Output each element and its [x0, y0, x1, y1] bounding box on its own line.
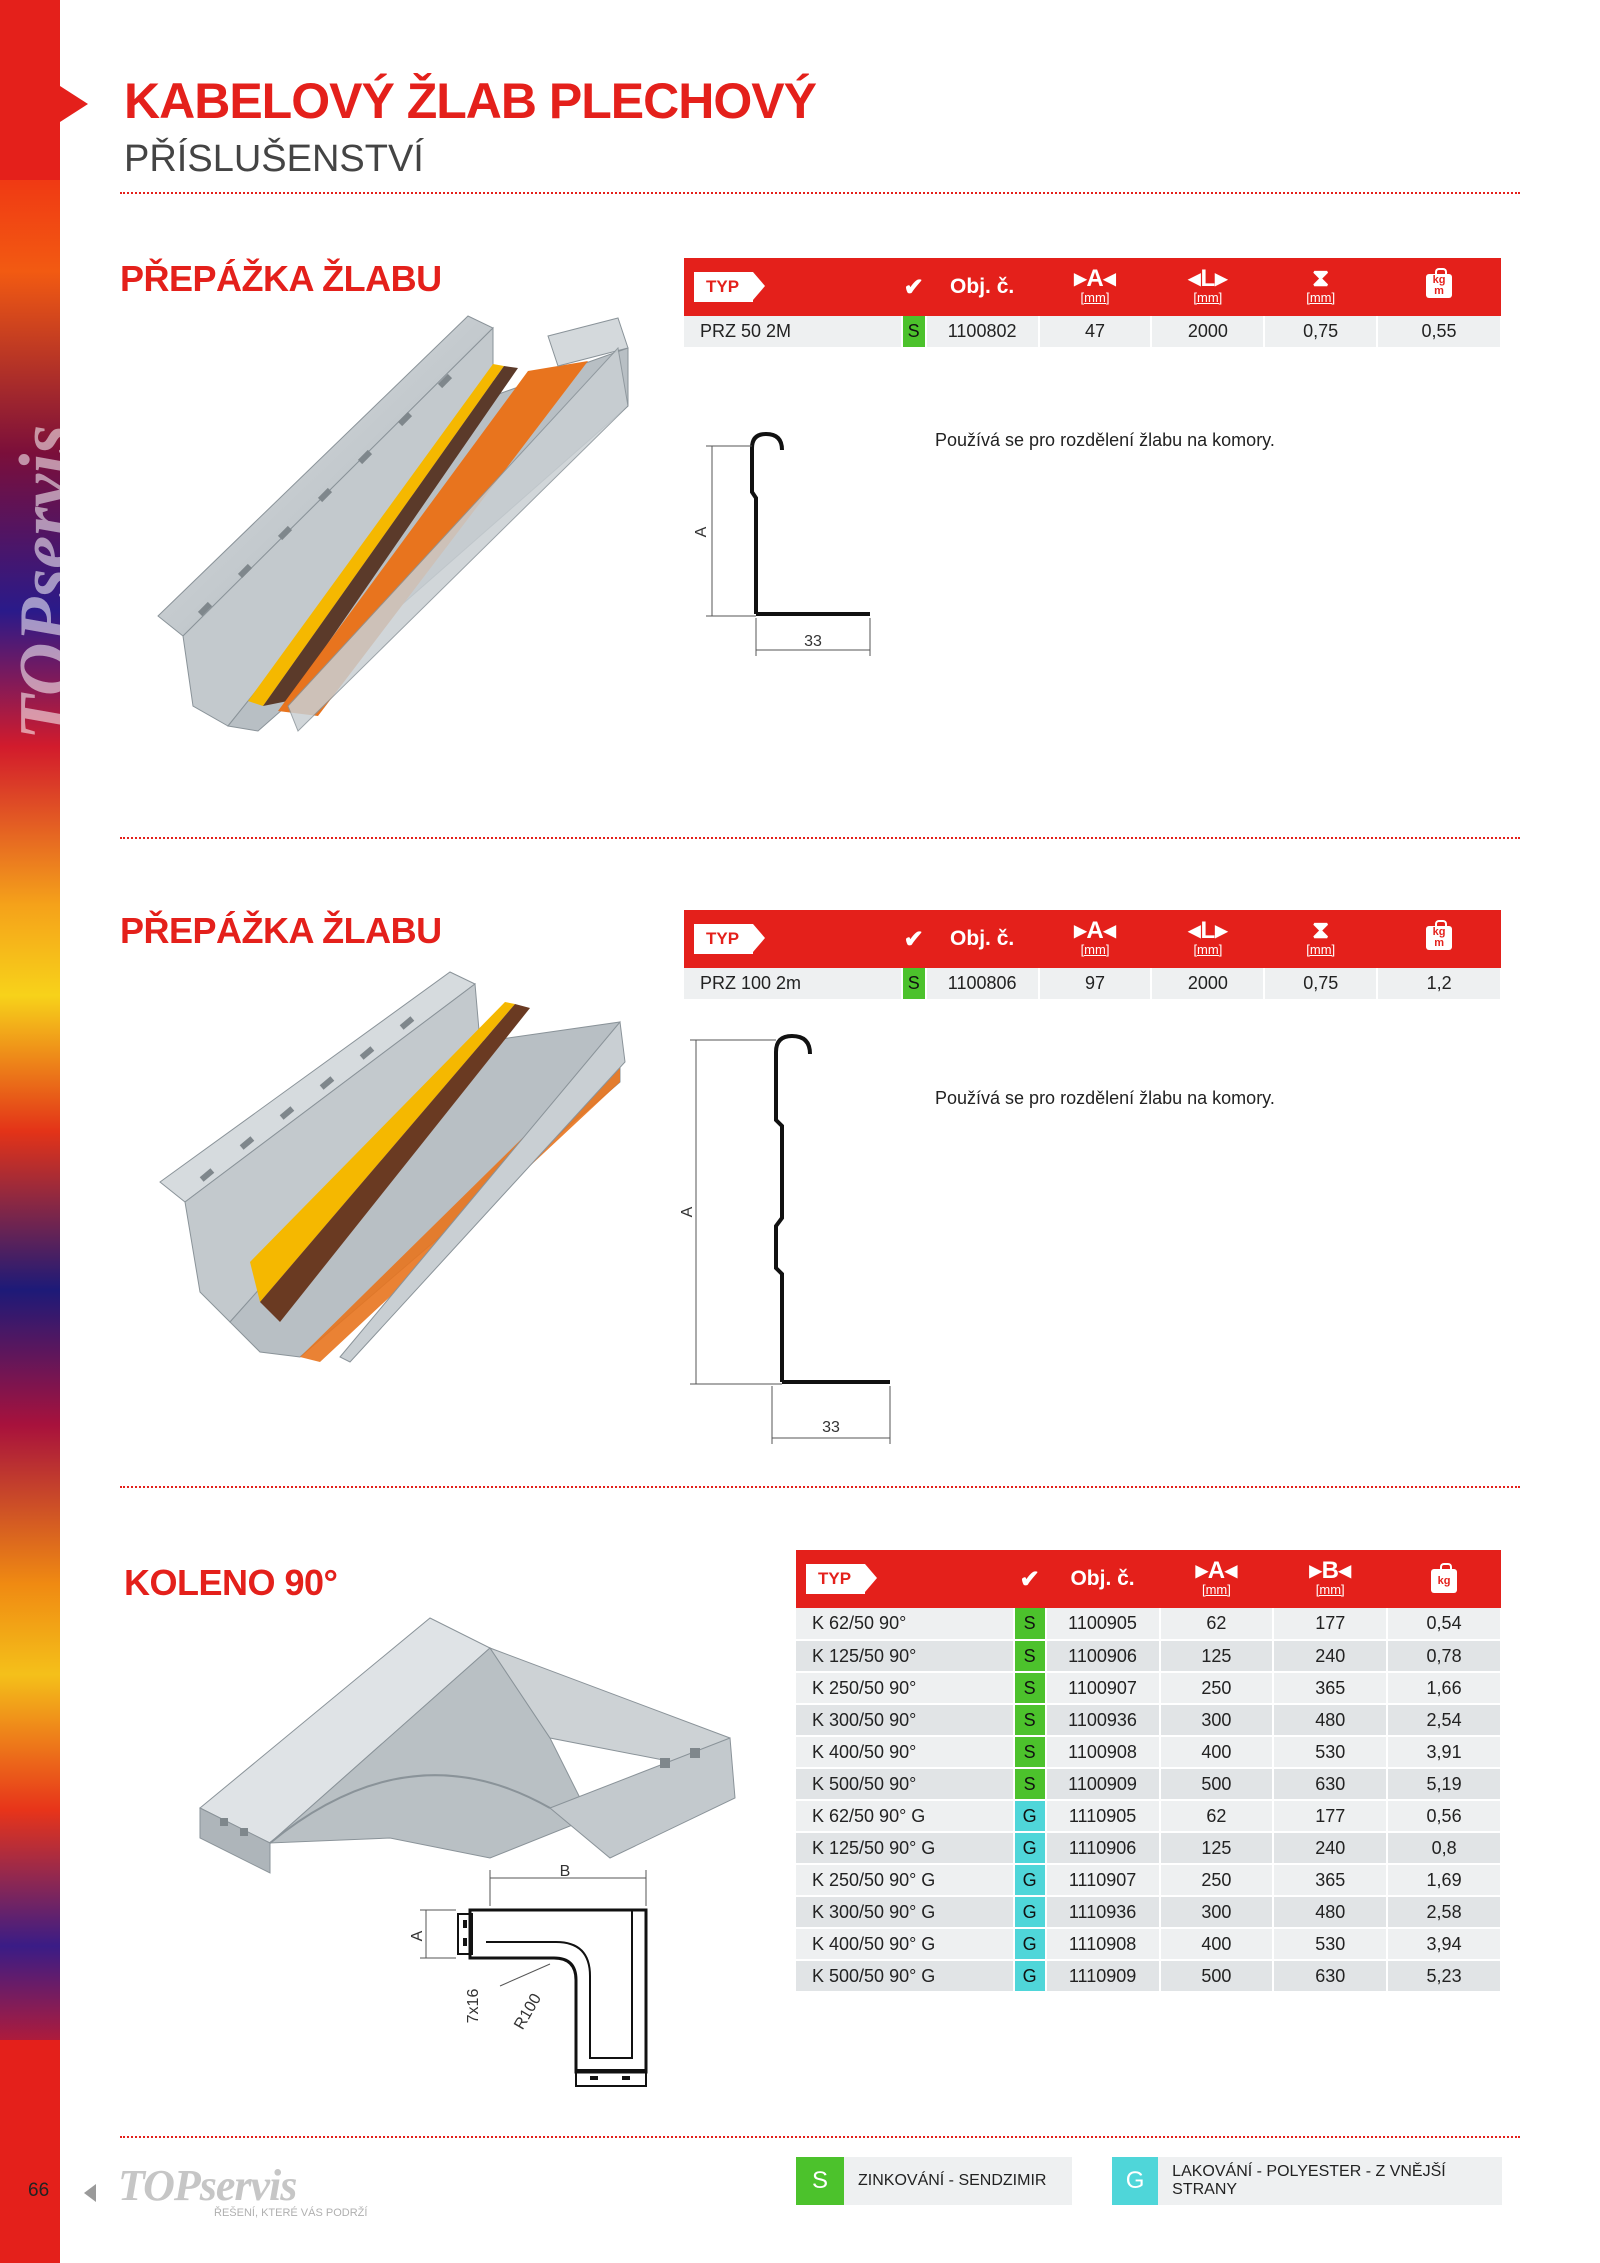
- svg-text:R100: R100: [511, 1990, 546, 2033]
- legend-s-text: ZINKOVÁNÍ - SENDZIMIR: [858, 2172, 1047, 2189]
- l-header: ◂L▸ [mm]: [1151, 910, 1264, 968]
- table-row: K 500/50 90° S 1100909 500 630 5,19: [796, 1768, 1501, 1800]
- thickness-header: ⧗ [mm]: [1264, 910, 1377, 968]
- legend-g-swatch: G: [1112, 2157, 1158, 2205]
- footer-slogan: ŘEŠENÍ, KTERÉ VÁS PODRŽÍ: [214, 2207, 368, 2219]
- section3-title: KOLENO 90°: [124, 1562, 338, 1603]
- weight-header: [1377, 258, 1501, 316]
- table-row: K 125/50 90° S 1100906 125 240 0,78: [796, 1640, 1501, 1672]
- section3-spec-table: [796, 1550, 1502, 1993]
- thickness-header: ⧗ [mm]: [1264, 258, 1377, 316]
- typ-badge: TYP: [806, 1564, 865, 1594]
- footer-logo: [118, 2160, 367, 2219]
- typ-header: [684, 258, 902, 316]
- table-row: PRZ 100 2m S 1100806 97 2000 0,75 1,2: [684, 968, 1501, 1000]
- finish-header: [1014, 1550, 1046, 1608]
- divider: [120, 192, 1520, 194]
- typ-badge: TYP: [694, 924, 753, 954]
- svg-text:33: 33: [822, 1419, 840, 1436]
- table-row: K 62/50 90° G G 1110905 62 177 0,56: [796, 1800, 1501, 1832]
- table-row: K 62/50 90° S 1100905 62 177 0,54: [796, 1608, 1501, 1640]
- check-icon: ✔: [903, 273, 924, 301]
- table-row: K 125/50 90° G G 1110906 125 240 0,8: [796, 1832, 1501, 1864]
- page-title: KABELOVÝ ŽLAB PLECHOVÝ: [124, 73, 816, 129]
- svg-text:B: B: [559, 1863, 571, 1880]
- table-row: PRZ 50 2M S 1100802 47 2000 0,75 0,55: [684, 316, 1501, 348]
- legend-s: [796, 2157, 1072, 2205]
- side-bottom: [0, 2040, 60, 2263]
- typ-header: [684, 910, 902, 968]
- divider: [120, 1486, 1520, 1488]
- typ-badge: TYP: [694, 272, 753, 302]
- divider: [120, 2136, 1520, 2138]
- table-row: K 400/50 90° G G 1110908 400 530 3,94: [796, 1928, 1501, 1960]
- check-icon: ✔: [1019, 1565, 1040, 1593]
- back-arrow-icon: [84, 2184, 96, 2202]
- section2-profile-drawing: [680, 1028, 910, 1448]
- svg-text:33: 33: [804, 633, 822, 650]
- side-tab: [0, 0, 60, 180]
- section1-spec-table: [684, 258, 1502, 349]
- divider: [120, 837, 1520, 839]
- finish-header: [902, 910, 926, 968]
- section1-note: Používá se pro rozdělení žlabu na komory.: [935, 430, 1275, 450]
- section2-spec-table: [684, 910, 1502, 1001]
- finish-header: [902, 258, 926, 316]
- page-number: 66: [28, 2180, 50, 2201]
- section2-title: PŘEPÁŽKA ŽLABU: [120, 910, 442, 951]
- svg-text:A: A: [693, 526, 710, 538]
- section3-plan-drawing: [400, 1863, 660, 2092]
- svg-text:A: A: [409, 1930, 426, 1942]
- section1-profile-drawing: [690, 428, 890, 668]
- table-row: K 300/50 90° G G 1110936 300 480 2,58: [796, 1896, 1501, 1928]
- thickness-icon: ⧗: [1312, 916, 1330, 944]
- legend-s-swatch: S: [796, 2157, 844, 2205]
- legend-g-text: LAKOVÁNÍ - POLYESTER - Z VNĚJŠÍ STRANY: [1172, 2163, 1446, 2198]
- side-logo-text: TOPservis: [5, 424, 87, 740]
- svg-text:A: A: [679, 1206, 696, 1218]
- section1-product-image: [148, 306, 648, 736]
- obj-header: Obj. č.: [1046, 1550, 1160, 1608]
- legend-g: [1112, 2157, 1502, 2205]
- weight-icon: kg: [1431, 1569, 1457, 1593]
- l-header: ◂L▸ [mm]: [1151, 258, 1264, 316]
- footer-logo-text: TOPservis: [118, 2161, 297, 2210]
- weight-icon: kg m: [1426, 926, 1452, 950]
- table-row: K 250/50 90° S 1100907 250 365 1,66: [796, 1672, 1501, 1704]
- typ-header: [796, 1550, 1014, 1608]
- table-row: K 400/50 90° S 1100908 400 530 3,91: [796, 1736, 1501, 1768]
- page-subtitle: PŘÍSLUŠENSTVÍ: [124, 138, 424, 180]
- thickness-icon: ⧗: [1312, 264, 1330, 292]
- b-header: ▸B◂ [mm]: [1273, 1550, 1387, 1608]
- a-header: ▸A◂ [mm]: [1039, 258, 1152, 316]
- weight-icon: kg m: [1426, 274, 1452, 298]
- table-row: K 250/50 90° G G 1110907 250 365 1,69: [796, 1864, 1501, 1896]
- obj-header: Obj. č.: [926, 910, 1039, 968]
- check-icon: ✔: [903, 925, 924, 953]
- side-logo: [5, 240, 87, 760]
- weight-header: [1377, 910, 1501, 968]
- section2-note: Používá se pro rozdělení žlabu na komory.: [935, 1088, 1275, 1108]
- section1-title: PŘEPÁŽKA ŽLABU: [120, 258, 442, 299]
- section2-product-image: [150, 962, 630, 1362]
- table-row: K 300/50 90° S 1100936 300 480 2,54: [796, 1704, 1501, 1736]
- a-header: ▸A◂ [mm]: [1160, 1550, 1274, 1608]
- section3-product-image: [190, 1608, 750, 1878]
- a-header: ▸A◂ [mm]: [1039, 910, 1152, 968]
- weight-header: [1387, 1550, 1501, 1608]
- title-arrow: [60, 86, 88, 122]
- table-row: K 500/50 90° G G 1110909 500 630 5,23: [796, 1960, 1501, 1992]
- svg-text:7x16: 7x16: [465, 1988, 482, 2024]
- obj-header: Obj. č.: [926, 258, 1039, 316]
